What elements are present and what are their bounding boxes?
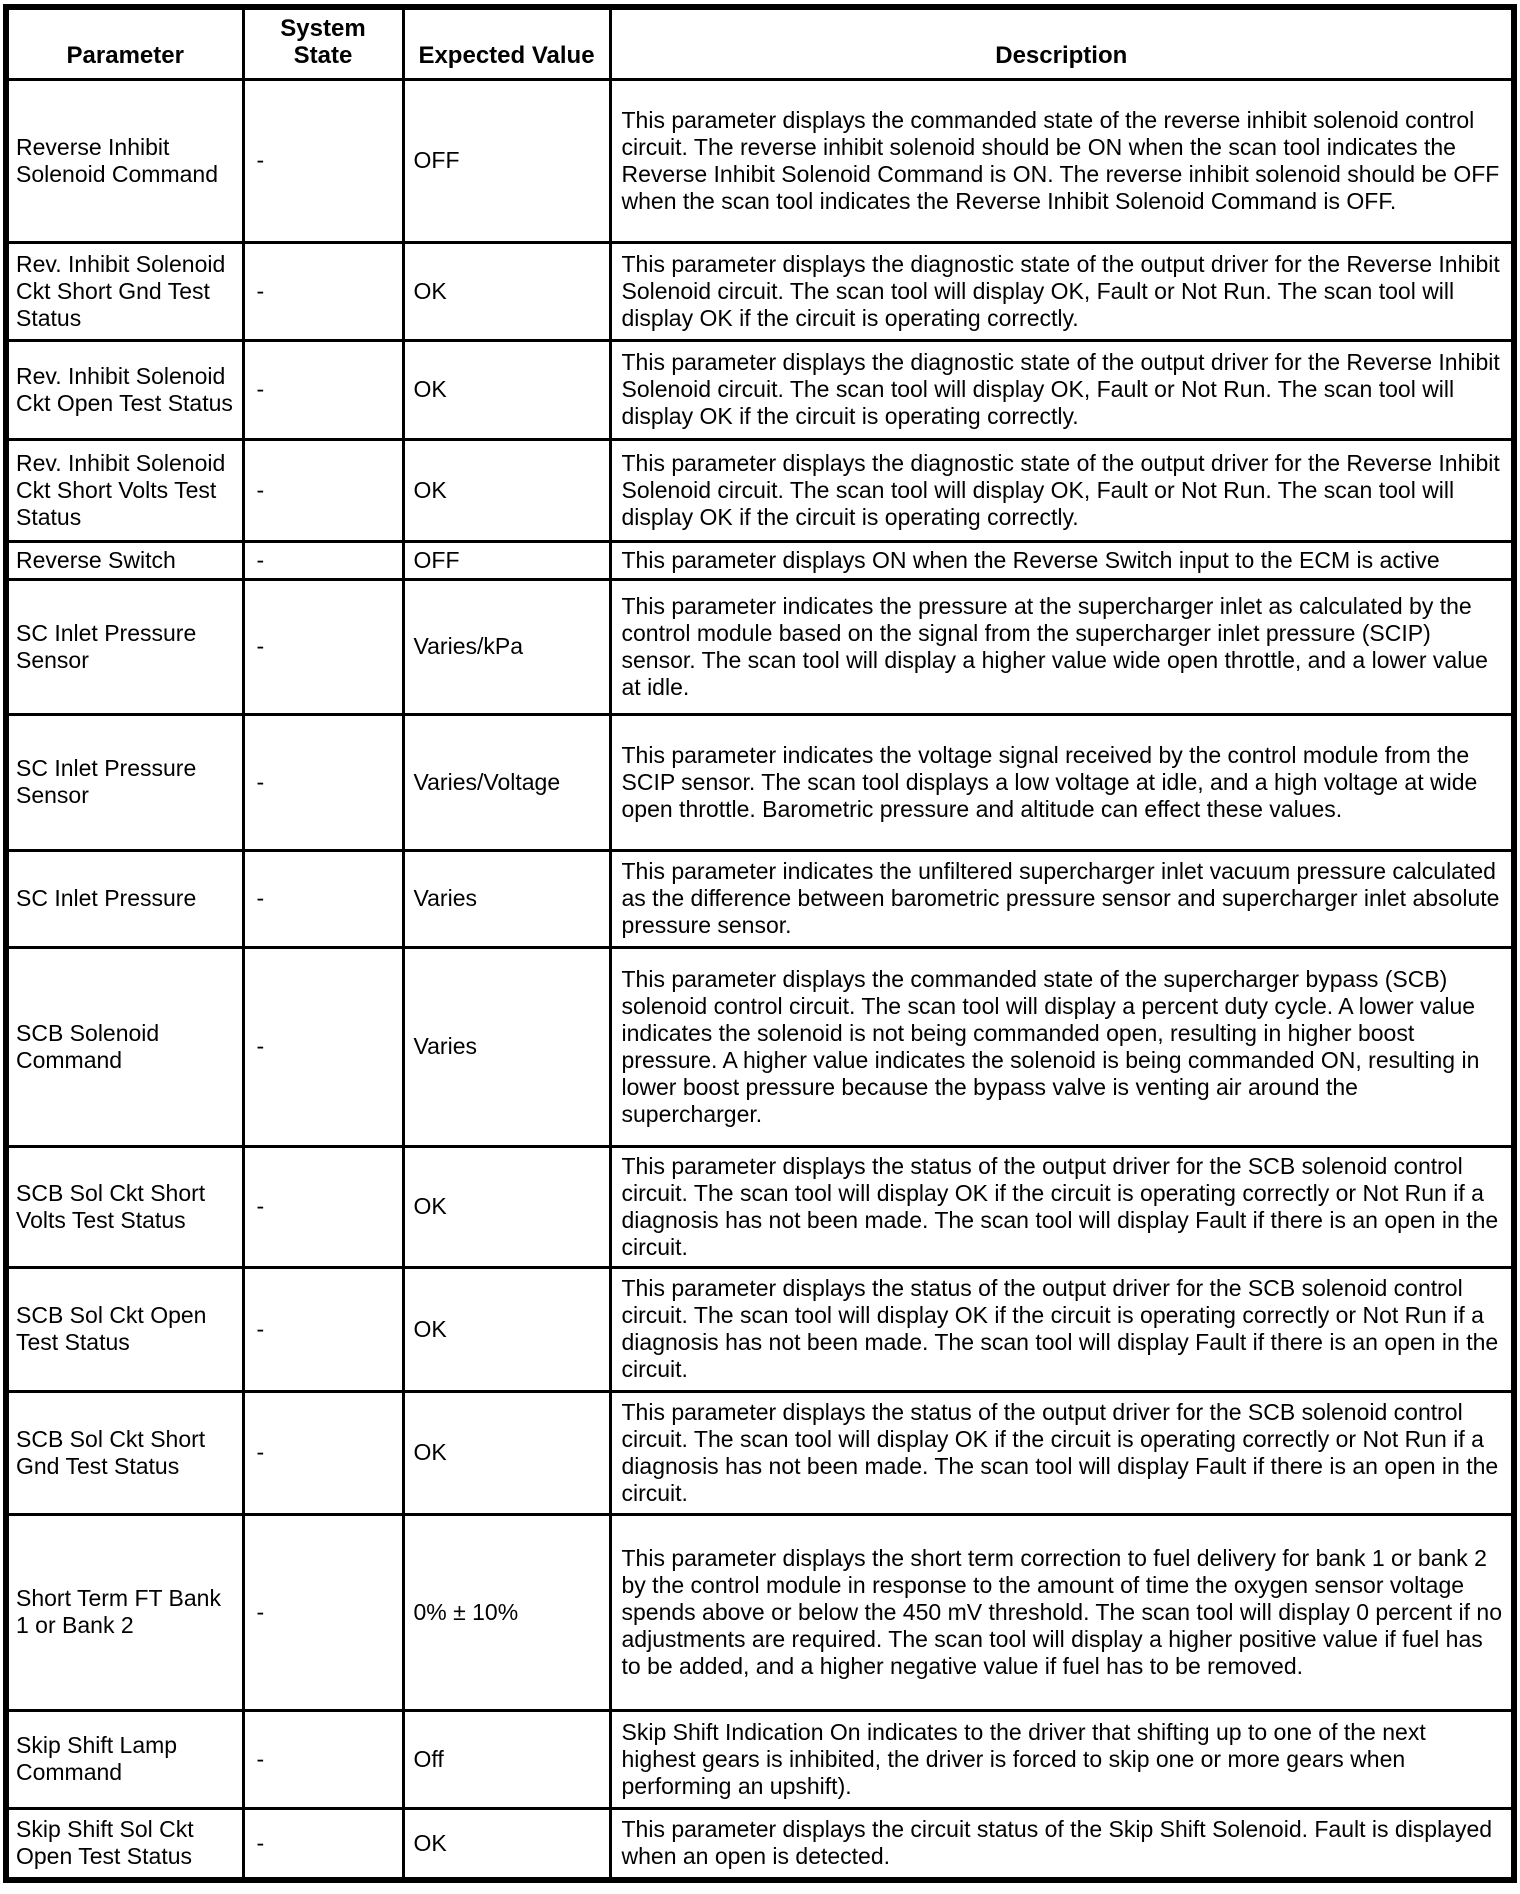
- scan-tool-parameter-table: [3, 4, 1517, 1883]
- description-cell: This parameter displays ON when the Reverse Switch input to the ECM is active: [610, 541, 1514, 579]
- parameter-cell: SC Inlet Pressure Sensor: [6, 579, 243, 714]
- table-row: [6, 850, 1514, 947]
- system-state-cell: -: [243, 947, 403, 1146]
- table-row: [6, 242, 1514, 340]
- column-header-description: Description: [610, 7, 1514, 79]
- system-state-cell: -: [243, 439, 403, 541]
- expected-value-cell: OK: [403, 439, 610, 541]
- system-state-cell: -: [243, 850, 403, 947]
- description-cell: This parameter displays the diagnostic state of the output driver for the Reverse Inhibit Solenoid circuit. The scan tool will display OK, Fault or Not Run. The scan tool will display OK if the circuit is operating correctly.: [610, 242, 1514, 340]
- expected-value-cell: OK: [403, 1391, 610, 1514]
- description-cell: Skip Shift Indication On indicates to the driver that shifting up to one of the next highest gears is inhibited, the driver is forced to skip one or more gears when performing an upshift).: [610, 1710, 1514, 1808]
- parameter-cell: SC Inlet Pressure: [6, 850, 243, 947]
- system-state-cell: -: [243, 1710, 403, 1808]
- expected-value-cell: 0% ± 10%: [403, 1514, 610, 1710]
- system-state-cell: -: [243, 1267, 403, 1391]
- expected-value-cell: Varies/Voltage: [403, 714, 610, 850]
- description-cell: This parameter displays the commanded state of the reverse inhibit solenoid control circuit. The reverse inhibit solenoid should be ON when the scan tool indicates the Reverse Inhibit Solenoid Command is ON. The reverse inhibit solenoid should be OFF when the scan tool indicates the Reverse Inhibit Solenoid Command is OFF.: [610, 79, 1514, 242]
- expected-value-cell: Varies: [403, 850, 610, 947]
- expected-value-cell: OK: [403, 1146, 610, 1267]
- description-cell: This parameter displays the diagnostic state of the output driver for the Reverse Inhibit Solenoid circuit. The scan tool will display OK, Fault or Not Run. The scan tool will display OK if the circuit is operating correctly.: [610, 340, 1514, 439]
- description-cell: This parameter displays the diagnostic state of the output driver for the Reverse Inhibit Solenoid circuit. The scan tool will display OK, Fault or Not Run. The scan tool will display OK if the circuit is operating correctly.: [610, 439, 1514, 541]
- expected-value-cell: OFF: [403, 541, 610, 579]
- expected-value-cell: OK: [403, 340, 610, 439]
- table-row: [6, 579, 1514, 714]
- description-cell: This parameter indicates the unfiltered supercharger inlet vacuum pressure calculated as the difference between barometric pressure sensor and supercharger inlet absolute pressure sensor.: [610, 850, 1514, 947]
- expected-value-cell: Off: [403, 1710, 610, 1808]
- parameter-cell: Short Term FT Bank 1 or Bank 2: [6, 1514, 243, 1710]
- parameter-cell: Reverse Switch: [6, 541, 243, 579]
- table-row: [6, 947, 1514, 1146]
- description-cell: This parameter displays the status of the output driver for the SCB solenoid control circuit. The scan tool will display OK if the circuit is operating correctly or Not Run if a diagnosis has not been made. The scan tool will display Fault if there is an open in the circuit.: [610, 1146, 1514, 1267]
- description-cell: This parameter indicates the voltage signal received by the control module from the SCIP sensor. The scan tool displays a low voltage at idle, and a high voltage at wide open throttle. Barometric pressure and altitude can effect these values.: [610, 714, 1514, 850]
- table-row: [6, 1267, 1514, 1391]
- table-row: [6, 1710, 1514, 1808]
- description-cell: This parameter indicates the pressure at the supercharger inlet as calculated by the control module based on the signal from the supercharger inlet pressure (SCIP) sensor. The scan tool will display a higher value wide open throttle, and a lower value at idle.: [610, 579, 1514, 714]
- parameter-cell: SCB Sol Ckt Short Volts Test Status: [6, 1146, 243, 1267]
- expected-value-cell: OFF: [403, 79, 610, 242]
- table-row: [6, 541, 1514, 579]
- expected-value-cell: OK: [403, 1267, 610, 1391]
- description-cell: This parameter displays the commanded state of the supercharger bypass (SCB) solenoid control circuit. The scan tool will display a percent duty cycle. A lower value indicates the solenoid is not being commanded open, resulting in higher boost pressure. A higher value indicates the solenoid is being commanded ON, resulting in lower boost pressure because the bypass valve is venting air around the supercharger.: [610, 947, 1514, 1146]
- table-row: [6, 79, 1514, 242]
- system-state-cell: -: [243, 714, 403, 850]
- table-row: [6, 714, 1514, 850]
- system-state-cell: -: [243, 579, 403, 714]
- expected-value-cell: Varies/kPa: [403, 579, 610, 714]
- expected-value-cell: Varies: [403, 947, 610, 1146]
- system-state-cell: -: [243, 79, 403, 242]
- column-header-system-state: System State: [243, 7, 403, 79]
- column-header-parameter: Parameter: [6, 7, 243, 79]
- system-state-cell: -: [243, 242, 403, 340]
- system-state-cell: -: [243, 340, 403, 439]
- parameter-cell: SCB Solenoid Command: [6, 947, 243, 1146]
- parameter-cell: SCB Sol Ckt Short Gnd Test Status: [6, 1391, 243, 1514]
- system-state-cell: -: [243, 1808, 403, 1880]
- description-cell: This parameter displays the status of the output driver for the SCB solenoid control circuit. The scan tool will display OK if the circuit is operating correctly or Not Run if a diagnosis has not been made. The scan tool will display Fault if there is an open in the circuit.: [610, 1391, 1514, 1514]
- table-row: [6, 1808, 1514, 1880]
- description-cell: This parameter displays the circuit status of the Skip Shift Solenoid. Fault is displayed when an open is detected.: [610, 1808, 1514, 1880]
- parameter-cell: Reverse Inhibit Solenoid Command: [6, 79, 243, 242]
- expected-value-cell: OK: [403, 242, 610, 340]
- table-row: [6, 1146, 1514, 1267]
- system-state-cell: -: [243, 1391, 403, 1514]
- parameter-cell: Skip Shift Sol Ckt Open Test Status: [6, 1808, 243, 1880]
- table-row: [6, 1514, 1514, 1710]
- parameter-cell: SCB Sol Ckt Open Test Status: [6, 1267, 243, 1391]
- header-row: [6, 7, 1514, 79]
- table-row: [6, 340, 1514, 439]
- system-state-cell: -: [243, 1146, 403, 1267]
- parameter-cell: Rev. Inhibit Solenoid Ckt Short Volts Test Status: [6, 439, 243, 541]
- description-cell: This parameter displays the short term correction to fuel delivery for bank 1 or bank 2 by the control module in response to the amount of time the oxygen sensor voltage spends above or below the 450 mV threshold. The scan tool will display 0 percent if no adjustments are required. The scan tool will display a higher positive value if fuel has to be added, and a higher negative value if fuel has to be removed.: [610, 1514, 1514, 1710]
- parameter-cell: Rev. Inhibit Solenoid Ckt Open Test Status: [6, 340, 243, 439]
- parameter-cell: Skip Shift Lamp Command: [6, 1710, 243, 1808]
- parameter-cell: SC Inlet Pressure Sensor: [6, 714, 243, 850]
- column-header-expected-value: Expected Value: [403, 7, 610, 79]
- system-state-cell: -: [243, 541, 403, 579]
- parameter-cell: Rev. Inhibit Solenoid Ckt Short Gnd Test Status: [6, 242, 243, 340]
- table-row: [6, 1391, 1514, 1514]
- description-cell: This parameter displays the status of the output driver for the SCB solenoid control circuit. The scan tool will display OK if the circuit is operating correctly or Not Run if a diagnosis has not been made. The scan tool will display Fault if there is an open in the circuit.: [610, 1267, 1514, 1391]
- expected-value-cell: OK: [403, 1808, 610, 1880]
- table-row: [6, 439, 1514, 541]
- system-state-cell: -: [243, 1514, 403, 1710]
